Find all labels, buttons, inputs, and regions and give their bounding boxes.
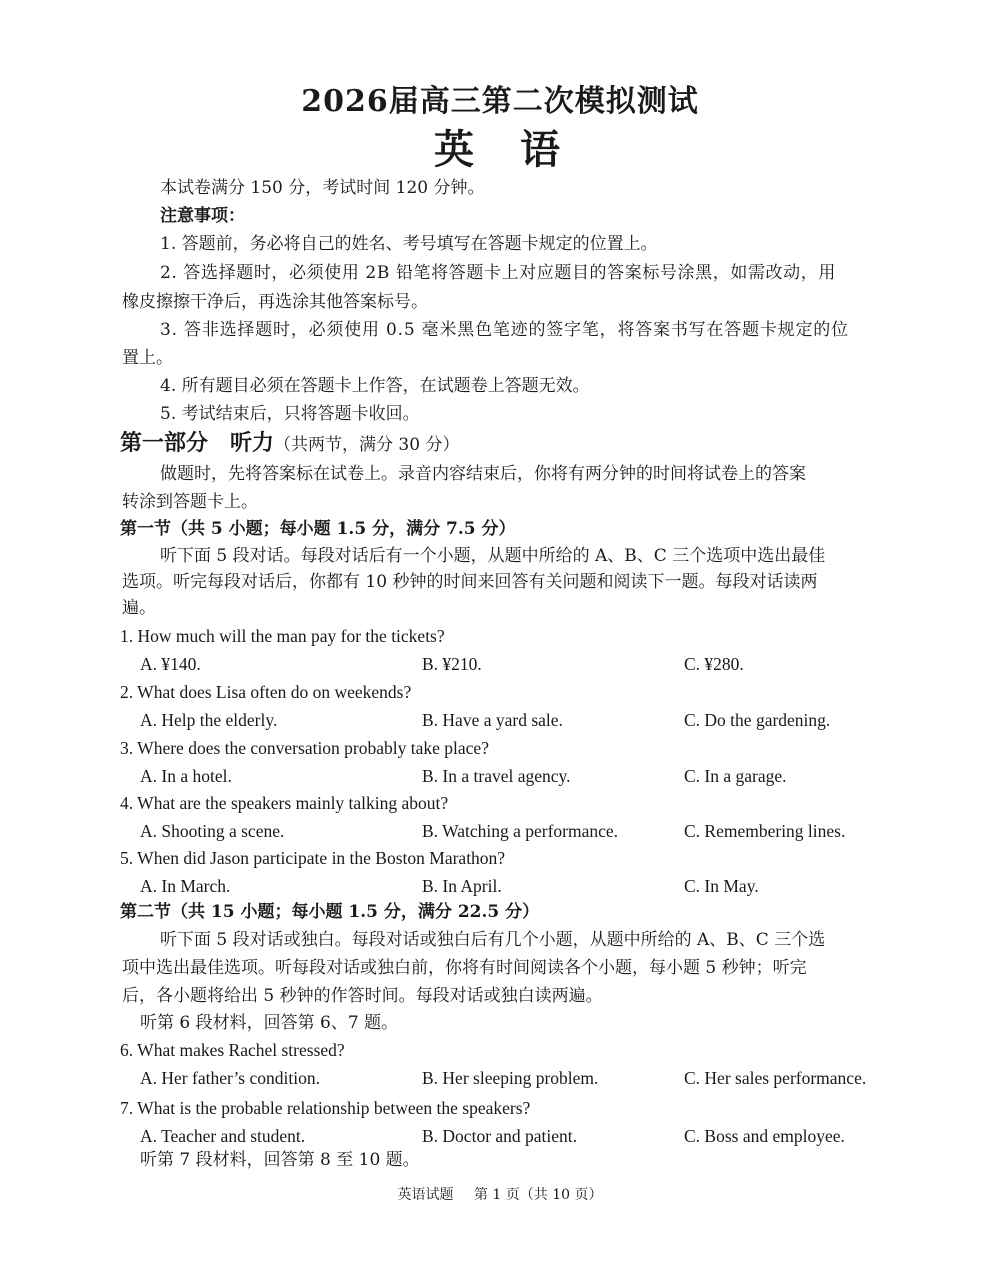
option-a: A. Help the elderly. (140, 710, 278, 730)
notice-item: 2. 答选择题时，必须使用 2B 铅笔将答题卡上对应题目的答案标号涂黑，如需改动，用 (160, 263, 836, 283)
section1-instruction: 遍。 (122, 598, 156, 618)
question-3: 3. Where does the conversation probably take place? (120, 738, 489, 758)
notice-item: 4. 所有题目必须在答题卡上作答，在试题卷上答题无效。 (160, 376, 590, 396)
notice-item: 5. 考试结束后，只将答题卡收回。 (160, 404, 420, 424)
section2-instruction: 听下面 5 段对话或独白。每段对话或独白后有几个小题，从题中所给的 A、B、C 三个选 (160, 930, 826, 950)
section1-instruction: 选项。听完每段对话后，你都有 10 秒钟的时间来回答有关问题和阅读下一题。每段对话读两 (122, 572, 818, 592)
option-a: A. Shooting a scene. (140, 821, 285, 841)
option-b: B. In April. (422, 876, 502, 896)
option-c: C. In May. (684, 876, 759, 896)
section1-instruction: 听下面 5 段对话。每段对话后有一个小题，从题中所给的 A、B、C 三个选项中选出最佳 (160, 546, 826, 566)
question-6: 6. What makes Rachel stressed? (120, 1040, 345, 1060)
option-c: C. Boss and employee. (684, 1126, 845, 1146)
notice-item-cont: 置上。 (122, 348, 173, 368)
option-b: B. Doctor and patient. (422, 1126, 578, 1146)
option-b: B. Watching a performance. (422, 821, 619, 841)
footer-page-number: 第 1 页（共 10 页） (473, 1187, 603, 1203)
notice-item: 3. 答非选择题时，必须使用 0.5 毫米黑色笔迹的签字笔，将答案书写在答题卡规定的位 (160, 320, 849, 340)
question-1: 1. How much will the man pay for the tickets? (120, 626, 445, 646)
option-c: C. Do the gardening. (684, 710, 831, 730)
option-a: A. In a hotel. (140, 766, 232, 786)
option-a: A. In March. (140, 876, 231, 896)
exam-intro: 本试卷满分 150 分，考试时间 120 分钟。 (160, 178, 485, 198)
option-c: C. Her sales performance. (684, 1068, 867, 1088)
option-b: B. ¥210. (422, 654, 482, 674)
option-b: B. Have a yard sale. (422, 710, 563, 730)
part1-instruction: 做题时，先将答案标在试卷上。录音内容结束后，你将有两分钟的时间将试卷上的答案 (160, 464, 806, 484)
option-b: B. Her sleeping problem. (422, 1068, 599, 1088)
subject-title: 英语 (434, 126, 606, 173)
material-7-note: 听第 7 段材料，回答第 8 至 10 题。 (140, 1150, 420, 1170)
material-6-note: 听第 6 段材料，回答第 6、7 题。 (140, 1013, 399, 1033)
part1-instruction: 转涂到答题卡上。 (122, 492, 258, 512)
part1-note: （共两节，满分 30 分） (274, 435, 460, 455)
exam-title: 2026届高三第二次模拟测试 (301, 84, 699, 119)
question-4: 4. What are the speakers mainly talking about? (120, 793, 449, 813)
section2-instruction: 项中选出最佳选项。听每段对话或独白前，你将有时间阅读各个小题，每小题 5 秒钟；听完 (122, 958, 807, 978)
notice-item: 1. 答题前，务必将自己的姓名、考号填写在答题卡规定的位置上。 (160, 234, 658, 254)
section2-title: 第二节（共 15 小题；每小题 1.5 分，满分 22.5 分） (120, 902, 540, 922)
option-a: A. ¥140. (140, 654, 201, 674)
option-c: C. Remembering lines. (684, 821, 846, 841)
notice-item-cont: 橡皮擦擦干净后，再选涂其他答案标号。 (122, 292, 428, 312)
page-footer (0, 1184, 1000, 1204)
part1-heading (120, 428, 459, 460)
section2-instruction: 后，各小题将给出 5 秒钟的作答时间。每段对话或独白读两遍。 (122, 986, 603, 1006)
footer-subject: 英语试题 (397, 1187, 454, 1203)
question-7: 7. What is the probable relationship between the speakers? (120, 1098, 531, 1118)
question-5: 5. When did Jason participate in the Boston Marathon? (120, 848, 506, 868)
question-2: 2. What does Lisa often do on weekends? (120, 682, 412, 702)
option-a: A. Teacher and student. (140, 1126, 306, 1146)
option-c: C. In a garage. (684, 766, 787, 786)
option-c: C. ¥280. (684, 654, 744, 674)
section1-title: 第一节（共 5 小题；每小题 1.5 分，满分 7.5 分） (120, 519, 516, 539)
notice-heading: 注意事项： (160, 206, 245, 226)
option-b: B. In a travel agency. (422, 766, 571, 786)
part1-title: 第一部分 听力 (120, 430, 275, 456)
option-a: A. Her father’s condition. (140, 1068, 320, 1088)
